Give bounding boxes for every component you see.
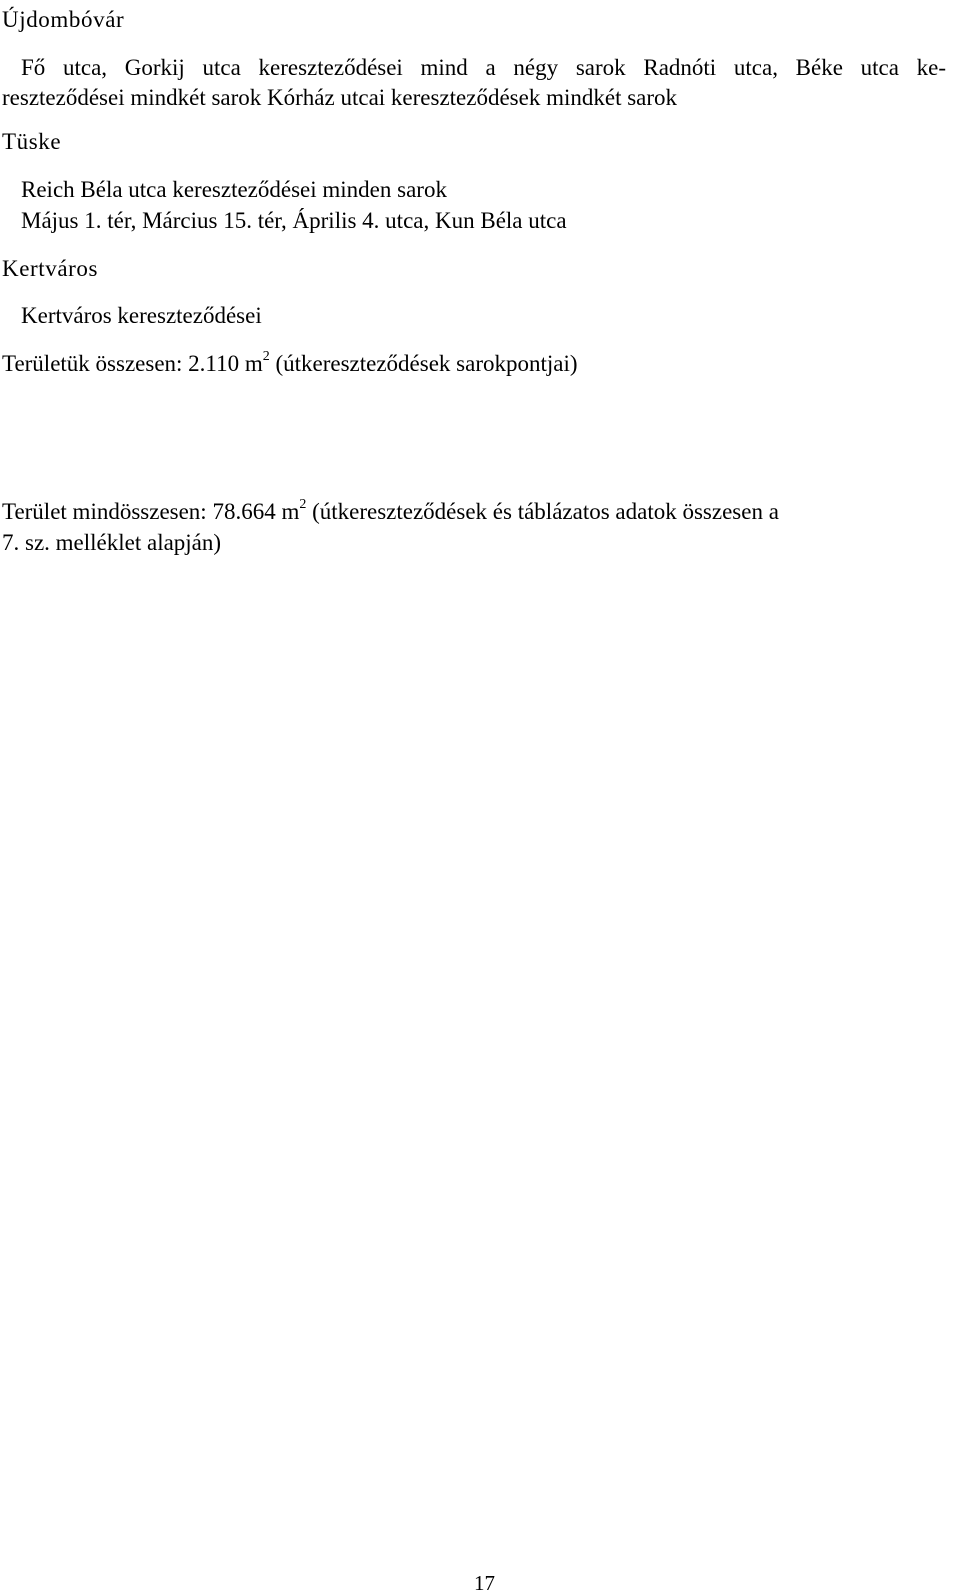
page-number: 17	[474, 1571, 495, 1595]
area-subtotal-superscript: 2	[262, 349, 270, 365]
area-total-line	[2, 498, 779, 526]
section-text-line: Reich Béla utca kereszteződései minden sarok	[21, 177, 447, 202]
section-text-line: Május 1. tér, Március 15. tér, Április 4. utca, Kun Béla utca	[21, 208, 567, 233]
section-heading-tuske: Tüske	[2, 129, 62, 154]
section-text-line: Fő utca, Gorkij utca kereszteződései mind a négy sarok Radnóti utca, Béke utca ke-	[21, 55, 946, 80]
section-heading-ujdombovar: Újdombóvár	[2, 7, 125, 32]
section-text-line: Kertváros kereszteződései	[21, 303, 262, 328]
section-text-line: reszteződései mindkét sarok Kórház utcai kereszteződések mindkét sarok	[2, 85, 678, 110]
area-total-prefix: Terület mindösszesen: 78.664 m	[2, 499, 300, 524]
area-subtotal-suffix: (útkereszteződések sarokpontjai)	[269, 351, 578, 376]
area-total-line-2: 7. sz. melléklet alapján)	[2, 530, 222, 555]
area-total-suffix: (útkereszteződések és táblázatos adatok összesen a	[306, 499, 779, 524]
section-heading-kertvaros: Kertváros	[2, 256, 99, 281]
area-total-superscript: 2	[299, 497, 307, 513]
area-subtotal-prefix: Területük összesen: 2.110 m	[2, 351, 263, 376]
area-subtotal-line	[2, 350, 578, 378]
